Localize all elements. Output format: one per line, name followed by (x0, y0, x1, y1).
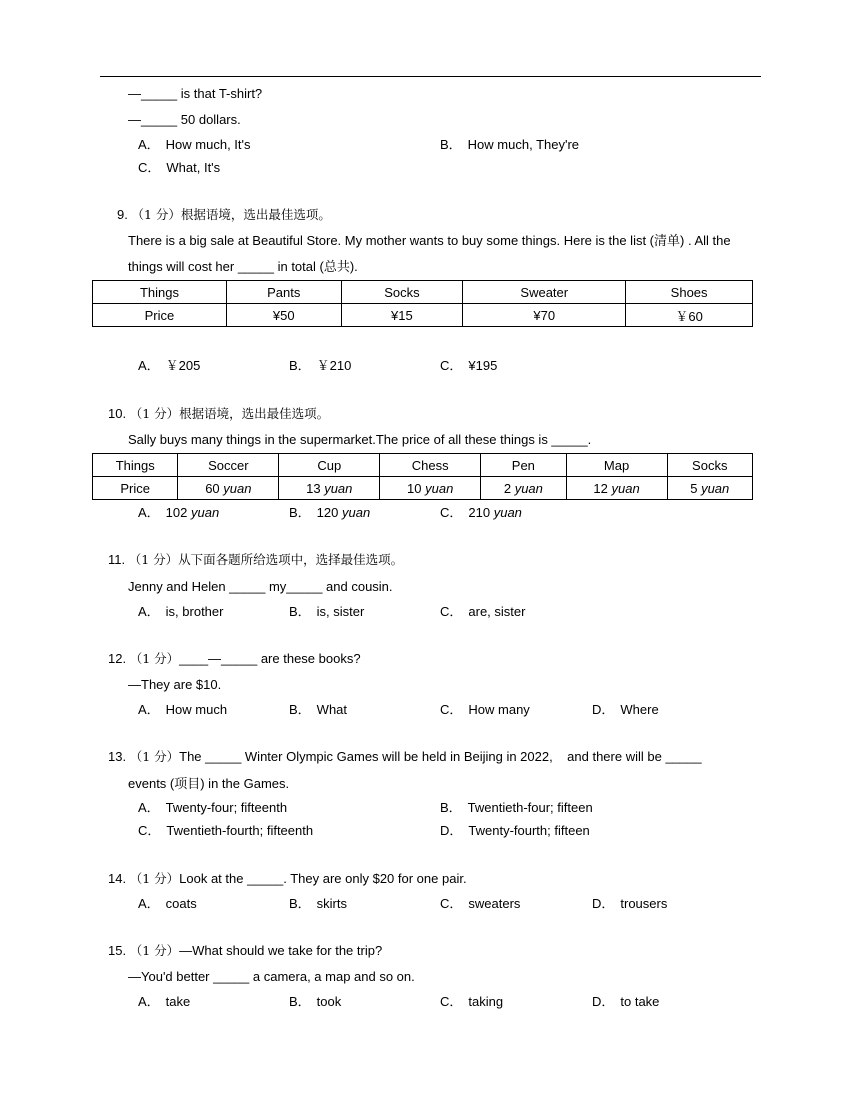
q13-option-c[interactable]: C． Twentieth-fourth; fifteenth (138, 823, 314, 838)
q14-option-b[interactable]: B． skirts (289, 896, 348, 911)
q12-option-d[interactable]: D． Where (592, 702, 659, 717)
q14-number: 14. (108, 871, 127, 886)
q9-score: （1 分）根据语境，选出最佳选项。 (131, 207, 331, 222)
table-cell: ¥50 (226, 304, 341, 327)
q15-text1: —You'd better _____ a camera, a map and so on. (128, 969, 415, 984)
q14-option-d[interactable]: D． trousers (592, 896, 668, 911)
q11-option-a[interactable]: A． is, brother (138, 604, 224, 619)
table-cell: Pants (226, 281, 341, 304)
q13-text0: The _____ Winter Olympic Games will be held in Beijing in 2022, and there will be _____ (179, 749, 702, 764)
q10-table-price-row (93, 477, 753, 500)
table-cell: Soccer (178, 454, 279, 477)
q13-text1: events (项目) in the Games. (128, 776, 290, 791)
q10-score: （1 分）根据语境，选出最佳选项。 (129, 406, 330, 421)
q15-option-a[interactable]: A． take (138, 994, 191, 1009)
table-cell: Price (93, 477, 178, 500)
table-cell: 5 yuan (667, 477, 753, 500)
q12-option-a[interactable]: A． How much (138, 702, 228, 717)
q8-line2: —_____ 50 dollars. (128, 112, 241, 127)
q14-header (108, 871, 467, 887)
q9-text2: things will cost her _____ in total (总共). (128, 259, 358, 274)
q15-number: 15. (108, 943, 127, 958)
q9-table-header-row (93, 281, 753, 304)
q8-option-c[interactable]: C． What, It's (138, 160, 221, 175)
table-cell: ¥70 (463, 304, 626, 327)
table-cell: 2 yuan (481, 477, 566, 500)
q13-score: （1 分） (129, 749, 180, 764)
table-cell: 13 yuan (279, 477, 380, 500)
q9-option-a[interactable]: A． ￥205 (138, 358, 201, 373)
q14-option-c[interactable]: C． sweaters (440, 896, 521, 911)
table-cell: 60 yuan (178, 477, 279, 500)
q12-option-c[interactable]: C． How many (440, 702, 530, 717)
q9-option-b[interactable]: B． ￥210 (289, 358, 352, 373)
q8-option-b[interactable]: B． How much, They're (440, 137, 580, 152)
q10-header (108, 406, 329, 422)
q10-option-c[interactable]: C． 210 yuan (440, 505, 522, 520)
table-cell: Sweater (463, 281, 626, 304)
q13-option-a[interactable]: A． Twenty-four; fifteenth (138, 800, 288, 815)
q9-option-c[interactable]: C． ¥195 (440, 358, 498, 373)
q13-number: 13. (108, 749, 127, 764)
q15-option-c[interactable]: C． taking (440, 994, 504, 1009)
q14-score: （1 分） (129, 871, 180, 886)
table-cell: Price (93, 304, 227, 327)
q15-text0: —What should we take for the trip? (179, 943, 383, 958)
q10-option-b[interactable]: B． 120 yuan (289, 505, 371, 520)
q15-option-d[interactable]: D． to take (592, 994, 660, 1009)
q12-header (108, 651, 361, 667)
q12-score: （1 分） (129, 651, 180, 666)
q13-header (108, 749, 702, 765)
q14-text0: Look at the _____. They are only $20 for one pair. (179, 871, 467, 886)
q9-price-table (92, 280, 753, 327)
q11-option-c[interactable]: C． are, sister (440, 604, 526, 619)
table-cell: Socks (667, 454, 753, 477)
q10-option-a[interactable]: A． 102 yuan (138, 505, 220, 520)
q8-option-a[interactable]: A． How much, It's (138, 137, 251, 152)
q13-option-b[interactable]: B． Twentieth-four; fifteen (440, 800, 593, 815)
q11-score: （1 分）从下面各题所给选项中，选择最佳选项。 (128, 552, 404, 567)
q11-number: 11. (108, 552, 126, 567)
q10-number: 10. (108, 406, 127, 421)
table-cell: Shoes (626, 281, 753, 304)
table-cell: Things (93, 281, 227, 304)
q14-option-a[interactable]: A． coats (138, 896, 197, 911)
table-cell: 12 yuan (566, 477, 667, 500)
q9-table-price-row (93, 304, 753, 327)
table-cell: Chess (380, 454, 481, 477)
q13-option-d[interactable]: D． Twenty-fourth; fifteen (440, 823, 590, 838)
q12-number: 12. (108, 651, 127, 666)
q15-option-b[interactable]: B． took (289, 994, 342, 1009)
q9-text1: There is a big sale at Beautiful Store. My mother wants to buy some things. Here is the list (清单) . All the (128, 233, 731, 248)
table-cell: ￥60 (626, 304, 753, 327)
q8-line1: —_____ is that T-shirt? (128, 86, 263, 101)
q10-price-table (92, 453, 753, 500)
q10-table-header-row (93, 454, 753, 477)
q9-header (117, 207, 331, 223)
table-cell: Pen (481, 454, 566, 477)
q15-score: （1 分） (129, 943, 180, 958)
q11-header (108, 552, 403, 568)
q12-text0: ____—_____ are these books? (179, 651, 361, 666)
table-cell: Socks (341, 281, 463, 304)
q9-number: 9. (117, 207, 128, 222)
header-rule (100, 76, 761, 77)
table-cell: 10 yuan (380, 477, 481, 500)
q12-option-b[interactable]: B． What (289, 702, 348, 717)
q12-text1: —They are $10. (128, 677, 222, 692)
table-cell: Map (566, 454, 667, 477)
q15-header (108, 943, 382, 959)
q11-text1: Jenny and Helen _____ my_____ and cousin. (128, 579, 393, 594)
table-cell: ¥15 (341, 304, 463, 327)
q11-option-b[interactable]: B． is, sister (289, 604, 365, 619)
table-cell: Cup (279, 454, 380, 477)
table-cell: Things (93, 454, 178, 477)
q10-text1: Sally buys many things in the supermarket.The price of all these things is _____. (128, 432, 592, 447)
